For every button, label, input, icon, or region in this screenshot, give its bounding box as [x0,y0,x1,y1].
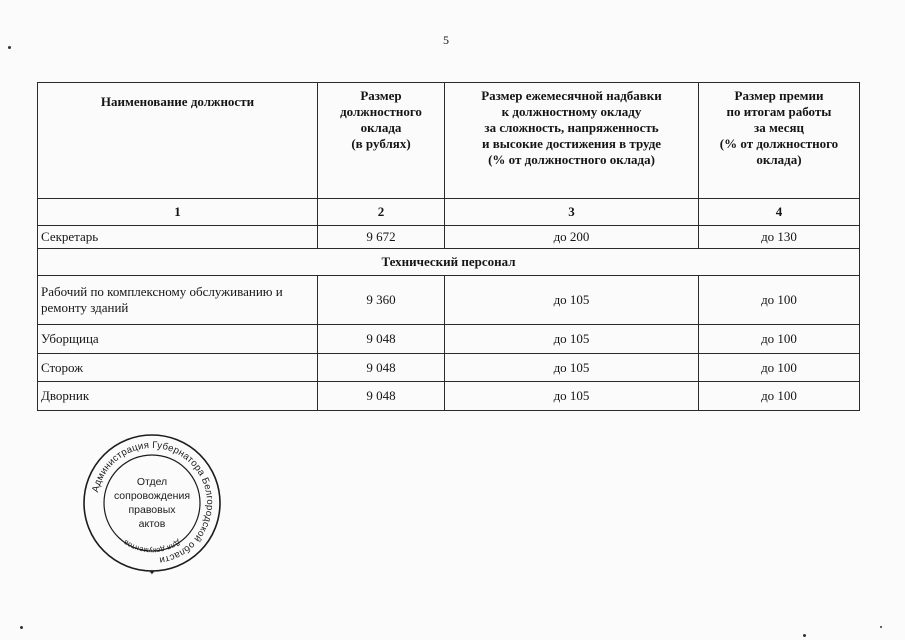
table-row [38,325,860,354]
bonus-cell: до 100 [699,382,860,411]
stamp-inner-ring [104,455,200,551]
position-cell: Секретарь [38,226,318,249]
table-row [38,354,860,382]
table-header-row [38,83,860,199]
allowance-cell: до 105 [445,276,699,325]
stamp-inner-text: Для документов [121,537,183,556]
header-bonus [699,83,860,199]
stamp-outer-text: Администрация Губернатора Белгородской области [90,439,216,566]
stamp-star-icon: ✦ [148,568,156,577]
salary-cell: 9 048 [318,325,445,354]
scan-speck [880,626,882,628]
salary-cell: 9 048 [318,354,445,382]
table-row [38,226,860,249]
allowance-cell: до 200 [445,226,699,249]
header-allowance [445,83,699,199]
column-number-row [38,199,860,226]
header-bonus-text: Размер премии по итогам работы за месяц (% от должностного оклада) [719,88,839,167]
position-cell: Дворник [38,382,318,411]
allowance-cell: до 105 [445,325,699,354]
page-number: 5 [443,33,449,47]
salary-cell: 9 360 [318,276,445,325]
salary-cell: 9 672 [318,226,445,249]
salary-cell: 9 048 [318,382,445,411]
bonus-cell: до 100 [699,276,860,325]
header-allowance-text: Размер ежемесячной надбавки к должностному окладу за сложность, напряженность и высокие достижения в труде (% от должностного оклада) [481,88,662,167]
column-number: 3 [445,199,699,226]
bonus-cell: до 100 [699,325,860,354]
position-cell: Уборщица [38,325,318,354]
scan-speck [803,634,806,637]
table-row [38,382,860,411]
bonus-cell: до 130 [699,226,860,249]
column-number: 1 [38,199,318,226]
scan-speck [8,46,11,49]
salary-table [37,82,860,411]
header-salary-text: Размер должностного оклада (в рублях) [340,88,422,151]
allowance-cell: до 105 [445,354,699,382]
table-row [38,276,860,325]
column-number: 4 [699,199,860,226]
stamp-center-line: Отдел [136,476,168,488]
section-title: Технический персонал [38,249,860,276]
header-salary [318,83,445,199]
department-stamp [77,428,227,578]
stamp-center-line: правовых [128,504,176,516]
allowance-cell: до 105 [445,382,699,411]
position-cell: Рабочий по комплексному обслуживанию и ремонту зданий [38,276,318,325]
header-position [38,83,318,199]
stamp-center-line: актов [138,518,166,530]
header-position-text: Наименование должности [100,94,255,109]
position-cell: Сторож [38,354,318,382]
column-number: 2 [318,199,445,226]
stamp-center-line: сопровождения [113,490,191,502]
scan-speck [20,626,23,629]
section-row [38,249,860,276]
bonus-cell: до 100 [699,354,860,382]
